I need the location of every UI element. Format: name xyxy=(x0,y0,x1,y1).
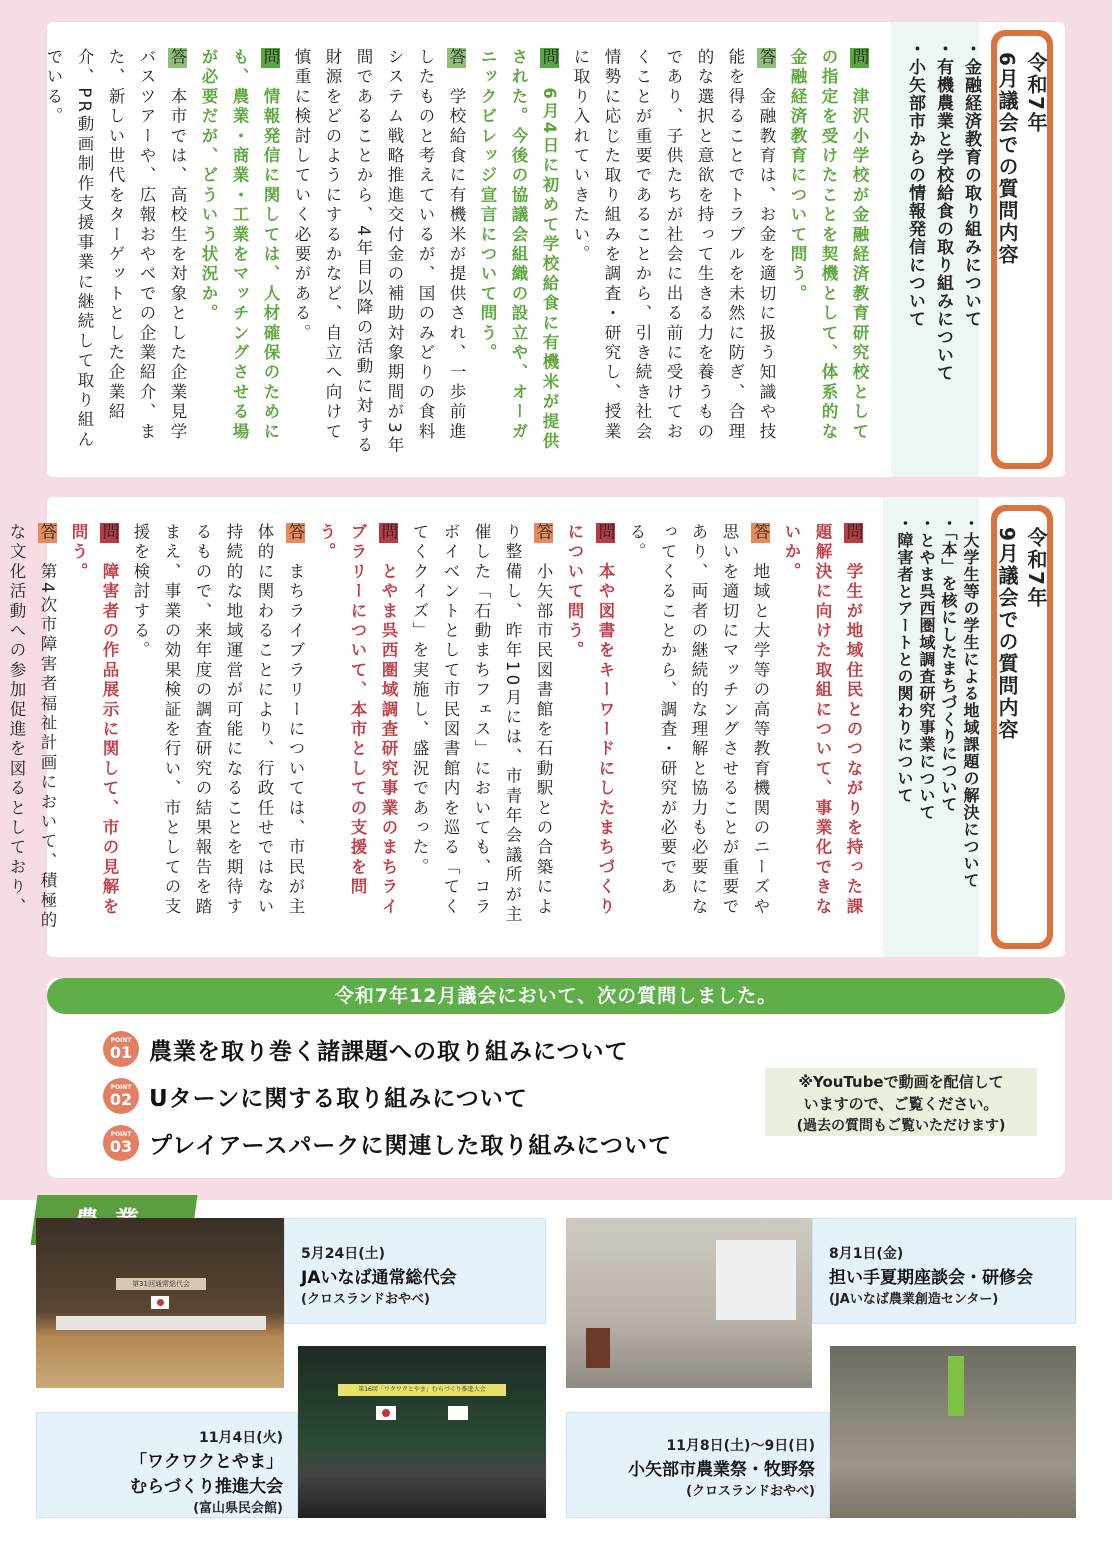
answer-text: 金融教育は、お金を適切に扱う知識や技能を得ることでトラブルを未然に防ぎ、合理的な選択と意欲を持って生きる力を養うものであり、子供たちが社会に出る前に受けておくことが重要であることから、引き続き社会情勢に応じた取り組みを調査・研究し、授業に取り入れていきたい。 xyxy=(571,48,776,443)
answer-block xyxy=(0,523,57,931)
answer-block xyxy=(571,48,776,442)
december-session-panel xyxy=(47,978,1065,1178)
answer-mark-icon: 答 xyxy=(168,48,187,68)
stage-banner: 第31回通常総代会 xyxy=(116,1278,206,1290)
answer-text: 小矢部市民図書館を石動駅との合築により整備し、昨年10月には、市青年会議所が主催した「石動まちフェス」においても、コラボイベントとして市民図書館内を巡る「てくてくクイズ」を実施し、盛況であった。 xyxy=(410,523,553,925)
flag-icon xyxy=(448,1406,468,1420)
june-topic: ・有機農業と学校給食の取り組みについて xyxy=(933,40,953,382)
june-topic: ・小矢部市からの情報発信について xyxy=(905,40,925,328)
september-qa-text xyxy=(0,523,869,932)
point-03 xyxy=(103,1124,672,1162)
september-session-panel xyxy=(7,497,1065,957)
point-text: 農業を取り巻く諸課題への取り組みについて xyxy=(149,1038,629,1065)
june-qa-text xyxy=(38,48,875,457)
answer-block xyxy=(410,523,553,925)
answer-block xyxy=(44,48,187,450)
caption-summer-seminar: 8月1日(金) 担い手夏期座談会・研修会 (JAいなば農業創造センター) xyxy=(812,1218,1076,1324)
answer-text: 第4次市障害者福祉計画において、積極的な文化活動への参加促進を図るとしており、 xyxy=(7,523,57,931)
answer-mark-icon: 答 xyxy=(534,523,553,543)
question-text: 学生が地域住民とのつながりを持った課題解決に向けた取組について、事業化できないか。 xyxy=(782,523,863,918)
question-text: 津沢小学校が金融経済教育研究校としての指定を受けたことを契機として、体系的な金融経済教育について問う。 xyxy=(788,48,869,443)
point-badge: POINT 02 xyxy=(103,1078,139,1114)
point-text: プレイアースパークに関連した取り組みについて xyxy=(149,1132,672,1159)
question-mark-icon: 問 xyxy=(100,523,119,543)
question-block xyxy=(199,48,280,442)
answer-block xyxy=(131,523,305,917)
projection-screen xyxy=(716,1240,796,1320)
flag-icon xyxy=(151,1296,169,1309)
question-block xyxy=(69,523,119,917)
question-mark-icon: 問 xyxy=(540,48,559,68)
question-text: 6月4日に初めて学校給食に有機米が提供された。今後の協議会組織の設立や、オーガニックビレッジ宣言について問う。 xyxy=(478,48,559,452)
june-topics xyxy=(891,22,979,477)
september-session-title: 令和7年 9月議会での質問内容 xyxy=(995,527,1048,741)
point-text: Uターンに関する取り組みについて xyxy=(149,1085,528,1112)
speaker-podium xyxy=(586,1328,610,1368)
answer-text: 本市では、高校生を対象とした企業見学バスツアーや、広報おやべでの企業紹介、また、新しい世代をターゲットとした企業紹介、PR動画制作支援事業に継続して取り組んでいる。 xyxy=(44,48,187,451)
answer-text: 地域と大学等の高等教育機関のニーズや思いを適切にマッチングさせることが重要であり、両者の継続的な理解と協力も必要になってくることから、調査・研究が必要である。 xyxy=(627,523,770,918)
festival-banner xyxy=(948,1356,964,1416)
answer-block xyxy=(627,523,770,917)
september-topic: ・「本」を核にしたまちづくりについて xyxy=(939,515,958,813)
point-badge: POINT 01 xyxy=(103,1031,139,1067)
answer-mark-icon: 答 xyxy=(447,48,466,68)
question-mark-icon: 問 xyxy=(844,523,863,543)
september-topic: ・障害者とアートとの関わりについて xyxy=(895,515,914,804)
question-text: 情報発信に関しては、人材確保のためにも、農業・商業・工業をマッチングさせる場が必要だが、どういう状況か。 xyxy=(199,48,280,443)
june-session-title: 令和7年 6月議会での質問内容 xyxy=(995,52,1048,266)
september-session-tab xyxy=(991,505,1053,949)
answer-mark-icon: 答 xyxy=(38,523,57,543)
stage-banner: 第16回「ワクワクとやま」むらづくり推進大会 xyxy=(338,1384,506,1396)
september-topic: ・とやま呉西圏域調査研究事業について xyxy=(917,515,936,821)
question-block xyxy=(788,48,869,442)
point-02 xyxy=(103,1077,528,1115)
question-text: 本や図書をキーワードにしたまちづくりについて問う。 xyxy=(565,523,615,918)
question-block xyxy=(782,523,863,917)
answer-block xyxy=(292,48,466,456)
question-block xyxy=(478,48,559,452)
youtube-notice: ※YouTubeで動画を配信して いますので、ご覧ください。 (過去の質問もご覧いただけます) xyxy=(765,1068,1037,1136)
photo-summer-seminar xyxy=(566,1218,812,1388)
flag-icon xyxy=(376,1406,396,1420)
caption-general-meeting: 5月24日(土) JAいなば通常総代会 (クロスランドおやべ) xyxy=(284,1218,546,1324)
caption-agriculture-festival: 11月8日(土)～9日(日) 小矢部市農業祭・牧野祭 (クロスランドおやべ) xyxy=(566,1412,830,1518)
september-topics xyxy=(883,497,979,957)
september-topic: ・大学生等の学生による地域課題の解決について xyxy=(961,515,980,889)
photo-village-conference xyxy=(298,1346,546,1518)
question-block xyxy=(565,523,615,917)
question-mark-icon: 問 xyxy=(850,48,869,68)
photo-general-meeting xyxy=(36,1218,284,1388)
stage-table xyxy=(56,1316,266,1330)
caption-village-conference: 11月4日(火) 「ワクワクとやま」 むらづくり推進大会 (富山県民会館) xyxy=(36,1412,298,1518)
answer-mark-icon: 答 xyxy=(757,48,776,68)
june-session-tab xyxy=(991,30,1053,469)
answer-text: まちライブラリーについては、市民が主体的に関わることにより、行政任せではない持続的な地域運営が可能になることを期待するもので、来年度の調査研究の結果報告を踏まえ、事業の効果検証を行い、市としての支援を検討する。 xyxy=(131,523,305,918)
december-banner: 令和7年12月議会において、次の質問しました。 xyxy=(47,978,1065,1014)
question-block xyxy=(317,523,398,917)
question-mark-icon: 問 xyxy=(379,523,398,543)
june-session-panel xyxy=(44,22,1065,477)
question-text: 障害者の作品展示に関して、市の見解を問う。 xyxy=(69,523,119,918)
answer-text: 学校給食に有機米が提供され、一歩前進したものと考えているが、国のみどりの食料システム戦略推進交付金の補助対象期間が3年間であることから、4年目以降の活動に対する財源をどのようにするかなど、自立へ向けて慎重に検討していく必要がある。 xyxy=(292,48,466,456)
question-text: とやま呉西圏域調査研究事業のまちライブラリーについて、本市としての支援を問う。 xyxy=(317,523,398,918)
answer-mark-icon: 答 xyxy=(286,523,305,543)
point-badge: POINT 03 xyxy=(103,1125,139,1161)
photo-agriculture-festival xyxy=(830,1346,1076,1518)
june-topic: ・金融経済教育の取り組みについて xyxy=(961,40,981,328)
point-01 xyxy=(103,1030,629,1068)
answer-mark-icon: 答 xyxy=(751,523,770,543)
question-mark-icon: 問 xyxy=(596,523,615,543)
question-mark-icon: 問 xyxy=(261,48,280,68)
